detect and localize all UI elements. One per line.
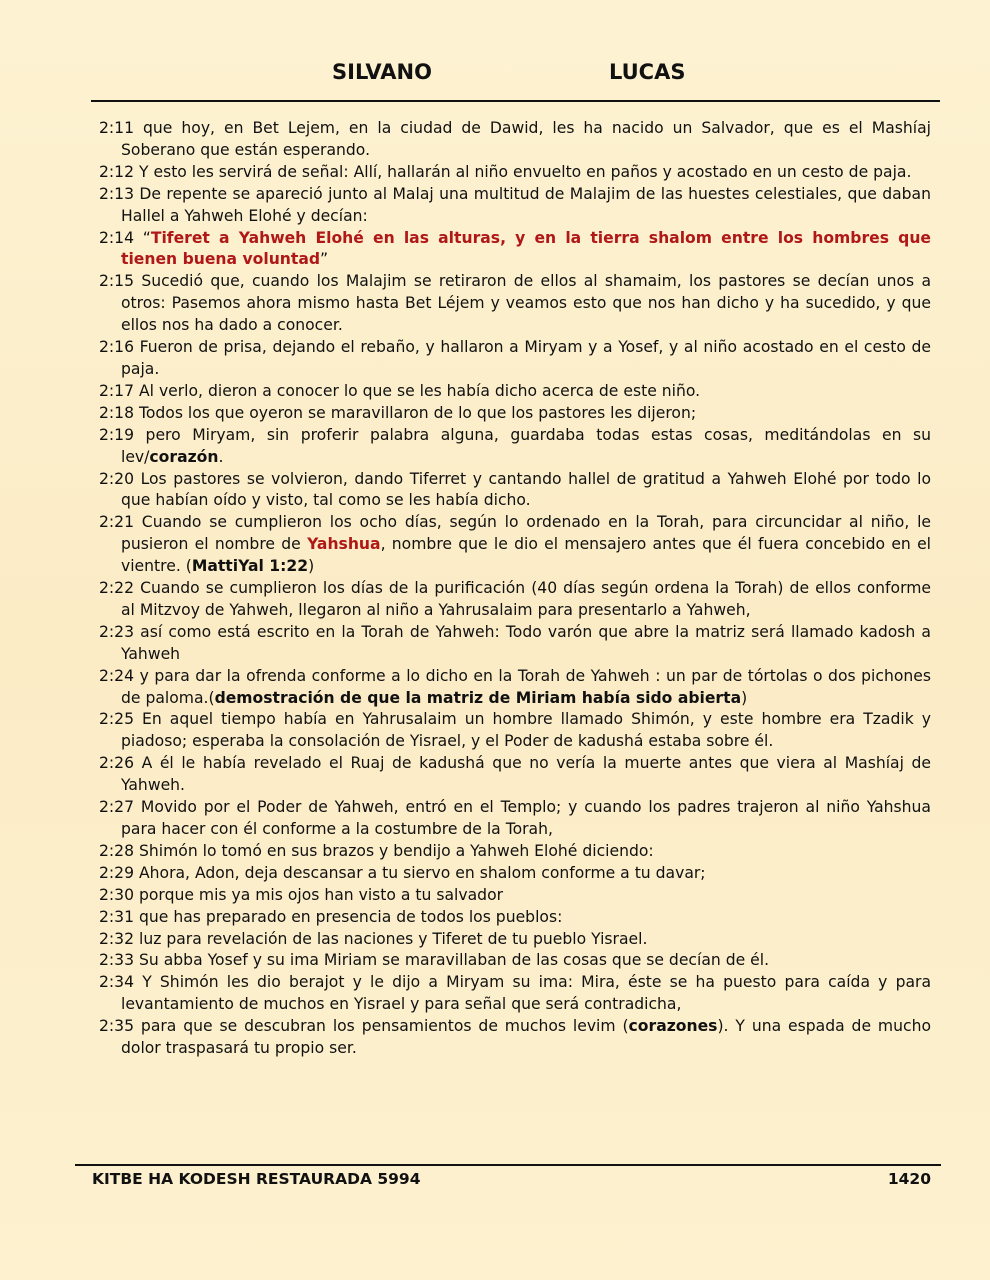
verse-text: Y Shimón les dio berajot y le dijo a Miryam su ima: Mira, éste se ha puesto para caída y para levantamiento de muchos en Yisrael y para señal que será contradicha, xyxy=(121,973,931,1014)
verse-text: En aquel tiempo había en Yahrusalaim un hombre llamado Shimón, y este hombre era Tzadik y piadoso; esperaba la consolación de Yisrael, y el Poder de kadushá estaba sobre él. xyxy=(121,710,931,751)
verse-emphasis-bold: MattiYal 1:22 xyxy=(191,557,309,576)
verse-text: Cuando se cumplieron los ocho días, según lo ordenado en la Torah, para circuncidar al niño, le pusieron el nombre de xyxy=(121,513,931,554)
verse-reference: 2:17 xyxy=(99,381,135,400)
verse-reference: 2:24 xyxy=(99,666,135,685)
verse-reference: 2:19 xyxy=(99,425,135,444)
verse xyxy=(99,666,931,710)
verse xyxy=(99,929,931,951)
verse-reference: 2:23 xyxy=(99,622,135,641)
page-footer xyxy=(92,1170,931,1194)
verse-text: ) xyxy=(741,688,748,707)
page-header xyxy=(92,60,940,88)
verse-text: De repente se apareció junto al Malaj una multitud de Malajim de las huestes celestiales, que daban Hallel a Yahweh Elohé y decían: xyxy=(121,184,931,225)
verse xyxy=(99,950,931,972)
verse-reference: 2:20 xyxy=(99,469,135,488)
verse-reference: 2:30 xyxy=(99,885,135,904)
verse xyxy=(99,841,931,863)
verse-text: así como está escrito en la Torah de Yahweh: Todo varón que abre la matriz será llamado kadosh a Yahweh xyxy=(121,622,931,663)
verse xyxy=(99,162,931,184)
verse xyxy=(99,228,931,272)
verse-text: para que se descubran los pensamientos de muchos levim ( xyxy=(134,1017,629,1036)
verse xyxy=(99,271,931,337)
verse-text: . xyxy=(218,447,224,466)
verse-text: Ahora, Adon, deja descansar a tu siervo en shalom conforme a tu davar; xyxy=(134,863,706,882)
verse-reference: 2:31 xyxy=(99,907,135,926)
verse-text: ). Y una espada de mucho dolor traspasará tu propio ser. xyxy=(121,1017,931,1058)
verse-text: luz para revelación de las naciones y Tiferet de tu pueblo Yisrael. xyxy=(134,929,648,948)
verse-reference: 2:21 xyxy=(99,513,135,532)
header-right-title: LUCAS xyxy=(609,60,686,84)
verse-reference: 2:16 xyxy=(99,338,135,357)
verse-reference: 2:27 xyxy=(99,798,135,817)
verse xyxy=(99,907,931,929)
verse-text: que hoy, en Bet Lejem, en la ciudad de Dawid, les ha nacido un Salvador, que es el Mashíaj Soberano que están esperando. xyxy=(121,119,931,159)
header-left-title: SILVANO xyxy=(332,60,432,84)
verse-reference: 2:32 xyxy=(99,929,135,948)
verse-text: Al verlo, dieron a conocer lo que se les había dicho acerca de este niño. xyxy=(134,381,701,400)
verse-text: , nombre que le dio el mensajero antes que él fuera concebido en el vientre. ( xyxy=(121,535,931,576)
verse-text: y para dar la ofrenda conforme a lo dicho en la Torah de Yahweh : un par de tórtolas o dos pichones de paloma.( xyxy=(121,666,931,707)
verse-emphasis-red: Tiferet a Yahweh Elohé en las alturas, y en la tierra shalom entre los hombres que tienen buena voluntad xyxy=(121,228,931,269)
verse xyxy=(99,381,931,403)
verse-reference: 2:25 xyxy=(99,710,135,729)
verse-reference: 2:35 xyxy=(99,1017,135,1036)
header-divider xyxy=(91,100,940,102)
verse xyxy=(99,512,931,578)
verse xyxy=(99,885,931,907)
verse-text: ) xyxy=(308,557,315,576)
verse-text: Los pastores se volvieron, dando Tiferret y cantando hallel de gratitud a Yahweh Elohé por todo lo que habían oído y visto, tal como se les había dicho. xyxy=(121,469,931,510)
verse-reference: 2:14 xyxy=(99,228,135,247)
verse xyxy=(99,337,931,381)
verse-text: Movido por el Poder de Yahweh, entró en el Templo; y cuando los padres trajeron al niño Yahshua para hacer con él conforme a la costumbre de la Torah, xyxy=(121,798,931,838)
verse-reference: 2:33 xyxy=(99,951,135,970)
verse xyxy=(99,469,931,513)
verse-emphasis-bold: corazones xyxy=(628,1017,718,1036)
verse-list xyxy=(99,118,931,1060)
verse-text: Su abba Yosef y su ima Miriam se maravillaban de las cosas que se decían de él. xyxy=(134,951,770,970)
verse-reference: 2:29 xyxy=(99,863,135,882)
verse-reference: 2:22 xyxy=(99,579,135,598)
verse-text: Todos los que oyeron se maravillaron de lo que los pastores les dijeron; xyxy=(134,403,697,422)
verse xyxy=(99,622,931,666)
footer-title: KITBE HA KODESH RESTAURADA 5994 xyxy=(92,1170,421,1188)
verse-reference: 2:34 xyxy=(99,973,135,992)
verse-text: que has preparado en presencia de todos los pueblos: xyxy=(134,907,563,926)
verse xyxy=(99,118,931,162)
verse-reference: 2:28 xyxy=(99,841,135,860)
verse xyxy=(99,709,931,753)
verse-text: Cuando se cumplieron los días de la purificación (40 días según ordena la Torah) de ellos conforme al Mitzvoy de Yahweh, llegaron al niño a Yahrusalaim para presentarlo a Yahweh, xyxy=(121,579,931,619)
verse xyxy=(99,578,931,622)
verse xyxy=(99,425,931,469)
footer-divider xyxy=(75,1164,941,1166)
verse-text: ” xyxy=(320,250,329,269)
verse-text: Shimón lo tomó en sus brazos y bendijo a Yahweh Elohé diciendo: xyxy=(134,841,654,860)
verse-reference: 2:13 xyxy=(99,184,135,203)
page-number: 1420 xyxy=(887,1170,931,1188)
verse xyxy=(99,863,931,885)
verse-emphasis-red: Yahshua xyxy=(307,535,381,554)
verse-reference: 2:18 xyxy=(99,403,135,422)
verse-text: Fueron de prisa, dejando el rebaño, y hallaron a Miryam y a Yosef, y al niño acostado en el cesto de paja. xyxy=(121,338,931,378)
verse-emphasis-bold: corazón xyxy=(149,447,219,466)
verse-text: A él le había revelado el Ruaj de kadushá que no vería la muerte antes que viera al Mashíaj de Yahweh. xyxy=(121,754,931,795)
verse xyxy=(99,972,931,1016)
verse xyxy=(99,753,931,797)
verse-reference: 2:12 xyxy=(99,162,135,181)
verse xyxy=(99,403,931,425)
verse-emphasis-bold: demostración de que la matriz de Miriam había sido abierta xyxy=(214,688,742,707)
verse-text: Sucedió que, cuando los Malajim se retiraron de ellos al shamaim, los pastores se decían unos a otros: Pasemos ahora mismo hasta Bet Léjem y veamos esto que nos han dicho y ha sucedido, y que ellos nos ha dado a conocer. xyxy=(121,272,931,335)
verse xyxy=(99,797,931,841)
verse-text: Y esto les servirá de señal: Allí, hallarán al niño envuelto en paños y acostado en un cesto de paja. xyxy=(134,162,912,181)
verse-text: pero Miryam, sin proferir palabra alguna, guardaba todas estas cosas, meditándolas en su lev/ xyxy=(121,425,931,466)
verse-reference: 2:11 xyxy=(99,119,135,137)
verse-text: “ xyxy=(134,228,151,247)
verse xyxy=(99,1016,931,1060)
verse xyxy=(99,184,931,228)
verse-text: porque mis ya mis ojos han visto a tu salvador xyxy=(134,885,504,904)
verse-reference: 2:15 xyxy=(99,272,135,291)
verse-reference: 2:26 xyxy=(99,754,135,773)
